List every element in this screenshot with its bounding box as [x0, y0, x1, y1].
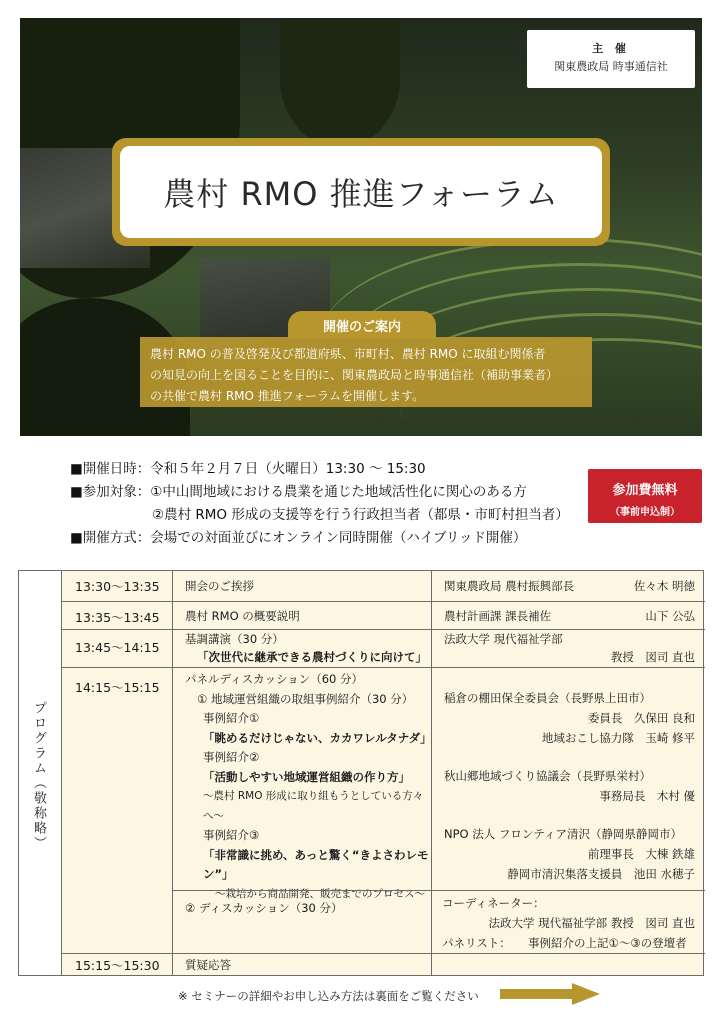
guide-description [140, 337, 592, 407]
case-title: 「非常識に挑め、あっと驚く“きよさわレモン”」 [203, 847, 429, 881]
event-info [70, 458, 569, 550]
row-title-text: 農村 RMO の概要説明 [185, 609, 300, 623]
event-date: ■開催日時：令和５年２月７日（火曜日）13:30 ～ 15:30 [70, 461, 426, 477]
table-row [61, 571, 705, 601]
page-title: 農村 RMO 推進フォーラム [120, 146, 602, 238]
program-side-column [19, 571, 62, 975]
speaker-org: 稲倉の棚田保全委員会（長野県上田市） [444, 691, 651, 705]
arrow-right-icon [500, 983, 600, 1005]
program-table [18, 570, 704, 976]
speaker-org: 法政大学 現代福祉学部 [444, 632, 563, 646]
speaker-name: 佐々木 明徳 [633, 579, 695, 593]
panelists: パネリスト： 事例紹介の上記①～③の登壇者 [442, 936, 687, 950]
row-title [173, 954, 432, 975]
speaker-name: 前理事長 大棟 鉄雄 [587, 847, 695, 861]
event-method: ■開催方式：会場での対面並びにオンライン同時開催（ハイブリッド開催） [70, 530, 527, 546]
speaker-name: 委員長 久保田 良和 [587, 711, 695, 725]
row-title [173, 630, 432, 667]
table-row [61, 629, 705, 667]
table-row [61, 667, 705, 953]
panel-label: パネルディスカッション（60 分） [185, 672, 364, 686]
speaker-name: 静岡市清沢集落支援員 池田 水穂子 [507, 867, 695, 881]
row-title-text: 質疑応答 [185, 958, 231, 972]
discussion-subrow [173, 890, 705, 954]
organizer-box [527, 30, 695, 88]
case-subtitle: ～農村 RMO 形成に取り組もうとしている方々へ～ [203, 790, 424, 822]
speaker-name: 教授 図司 直也 [610, 650, 695, 664]
footer-note: ※ セミナーの詳細やお申し込み方法は裏面をご覧ください [178, 989, 479, 1003]
case-label: 事例紹介① [203, 711, 260, 725]
discussion-label: ② ディスカッション（30 分） [185, 901, 343, 915]
speaker-name: 地域おこし協力隊 玉崎 修平 [541, 731, 695, 745]
row-time: 13:35～13:45 [61, 602, 173, 629]
coordinator-name: 法政大学 現代福祉学部 教授 図司 直也 [488, 916, 695, 930]
row-time: 13:45～14:15 [61, 630, 173, 667]
case-title: 「眺めるだけじゃない、カカワレルタナダ」 [203, 730, 432, 745]
row-title [173, 571, 432, 601]
organizer-label: 主 催 [592, 42, 630, 55]
guide-line: の共催で農村 RMO 推進フォーラムを開催します。 [150, 389, 425, 403]
row-speaker [432, 602, 705, 629]
program-side-label: プログラム（敬称略） [31, 701, 46, 851]
speaker-org: 農村計画課 課長補佐 [444, 609, 552, 623]
guide-line: の知見の向上を図ることを目的に、関東農政局と時事通信社（補助事業者） [150, 368, 559, 382]
speaker-org: NPO 法人 フロンティア清沢（静岡県静岡市） [444, 827, 682, 841]
row-speaker [432, 630, 705, 667]
fee-sub: （事前申込制） [610, 507, 680, 518]
case-label: 事例紹介③ [203, 828, 260, 842]
table-row [61, 601, 705, 629]
case-label: 事例紹介② [203, 750, 260, 764]
forest-hill-decoration [280, 18, 400, 148]
discussion-title [173, 891, 432, 954]
speaker-name: 事務局長 木村 優 [599, 789, 695, 803]
discussion-speakers [432, 891, 705, 954]
case-title: 「活動しやすい地域運営組織の作り方」 [203, 769, 410, 784]
row-time: 13:30～13:35 [61, 571, 173, 601]
event-target-1: ■参加対象：①中山間地域における農業を通じた地域活性化に関心のある方 [70, 484, 527, 500]
free-fee-badge [588, 469, 702, 523]
event-target-2: ②農村 RMO 形成の支援等を行う行政担当者（都県・市町村担当者） [152, 507, 569, 523]
speaker-name: 山下 公弘 [645, 609, 695, 623]
panel-part1-label: ① 地域運営組織の取組事例紹介（30 分） [197, 691, 414, 706]
panel-part1 [173, 668, 432, 900]
keynote-title: 「次世代に継承できる農村づくりに向けて」 [197, 650, 427, 664]
fee-main: 参加費無料 [612, 483, 678, 498]
row-time: 14:15～15:15 [61, 668, 173, 953]
guide-heading: 開催のご案内 [288, 311, 436, 339]
guide-line: 農村 RMO の普及啓発及び都道府県、市町村、農村 RMO に取組む関係者 [150, 347, 546, 361]
keynote-label: 基調講演（30 分） [185, 632, 284, 646]
case-subtitle: ～栽培から商品開発、販売までのプロセス～ [215, 887, 425, 900]
organizer-names: 関東農政局 時事通信社 [554, 60, 668, 73]
speaker-org: 関東農政局 農村振興部長 [444, 579, 575, 593]
coordinator-label: コーディネーター： [442, 896, 545, 910]
speaker-org: 秋山郷地域づくり協議会（長野県栄村） [444, 769, 651, 783]
row-speaker-empty [432, 954, 705, 975]
panel-speakers [432, 668, 705, 890]
title-frame [112, 138, 610, 246]
table-row [61, 953, 705, 975]
row-title-text: 開会のご挨拶 [185, 579, 254, 593]
row-time: 15:15～15:30 [61, 954, 173, 975]
row-speaker [432, 571, 705, 601]
row-title [173, 602, 432, 629]
